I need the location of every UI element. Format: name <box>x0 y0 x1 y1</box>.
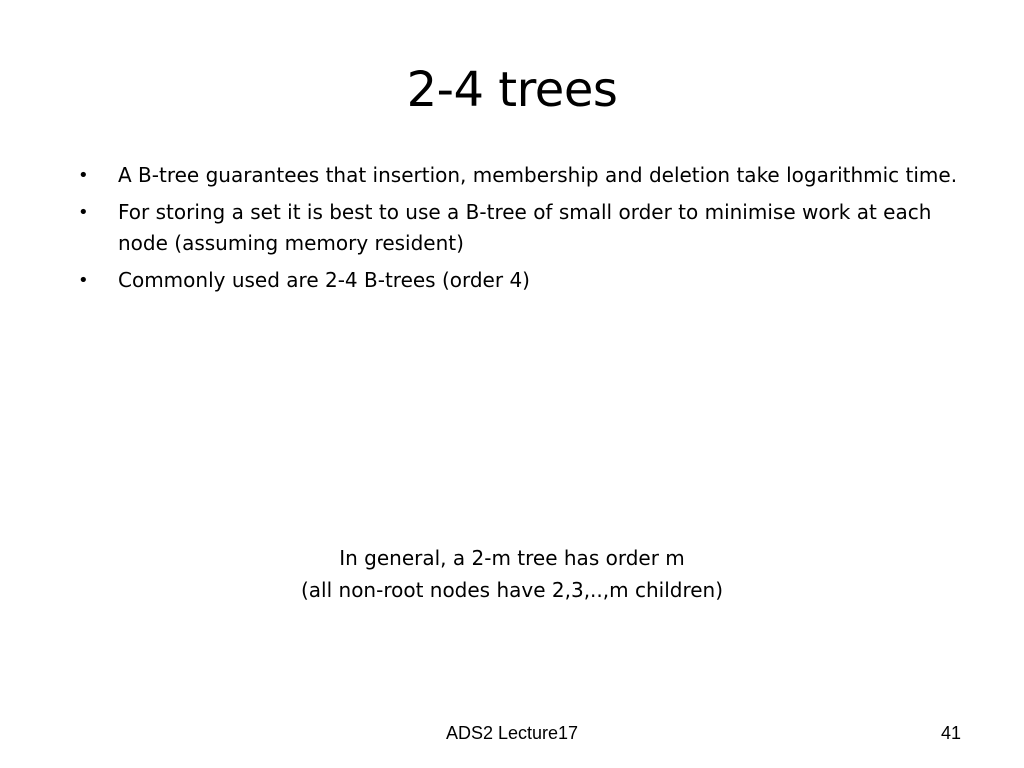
bullet-item <box>74 197 964 259</box>
general-note-line-2: (all non-root nodes have 2,3,..,m children) <box>300 578 724 602</box>
bullet-text: For storing a set it is best to use a B-tree of small order to minimise work at each node (assuming memory resident) <box>118 200 932 255</box>
footer-label: ADS2 Lecture17 <box>445 723 579 743</box>
bullet-list <box>74 160 964 302</box>
bullet-icon: • <box>78 165 89 186</box>
general-note-line-1: In general, a 2-m tree has order m <box>339 546 685 570</box>
bullet-item <box>74 265 964 296</box>
slide-title: 2-4 trees <box>406 62 618 118</box>
bullet-icon: • <box>78 270 89 291</box>
general-note <box>0 542 1024 606</box>
slide-number: 41 <box>940 723 961 743</box>
bullet-text: A B-tree guarantees that insertion, membership and deletion take logarithmic time. <box>118 163 958 187</box>
bullet-text: Commonly used are 2-4 B-trees (order 4) <box>118 268 530 292</box>
bullet-icon: • <box>78 202 89 223</box>
bullet-item <box>74 160 964 191</box>
